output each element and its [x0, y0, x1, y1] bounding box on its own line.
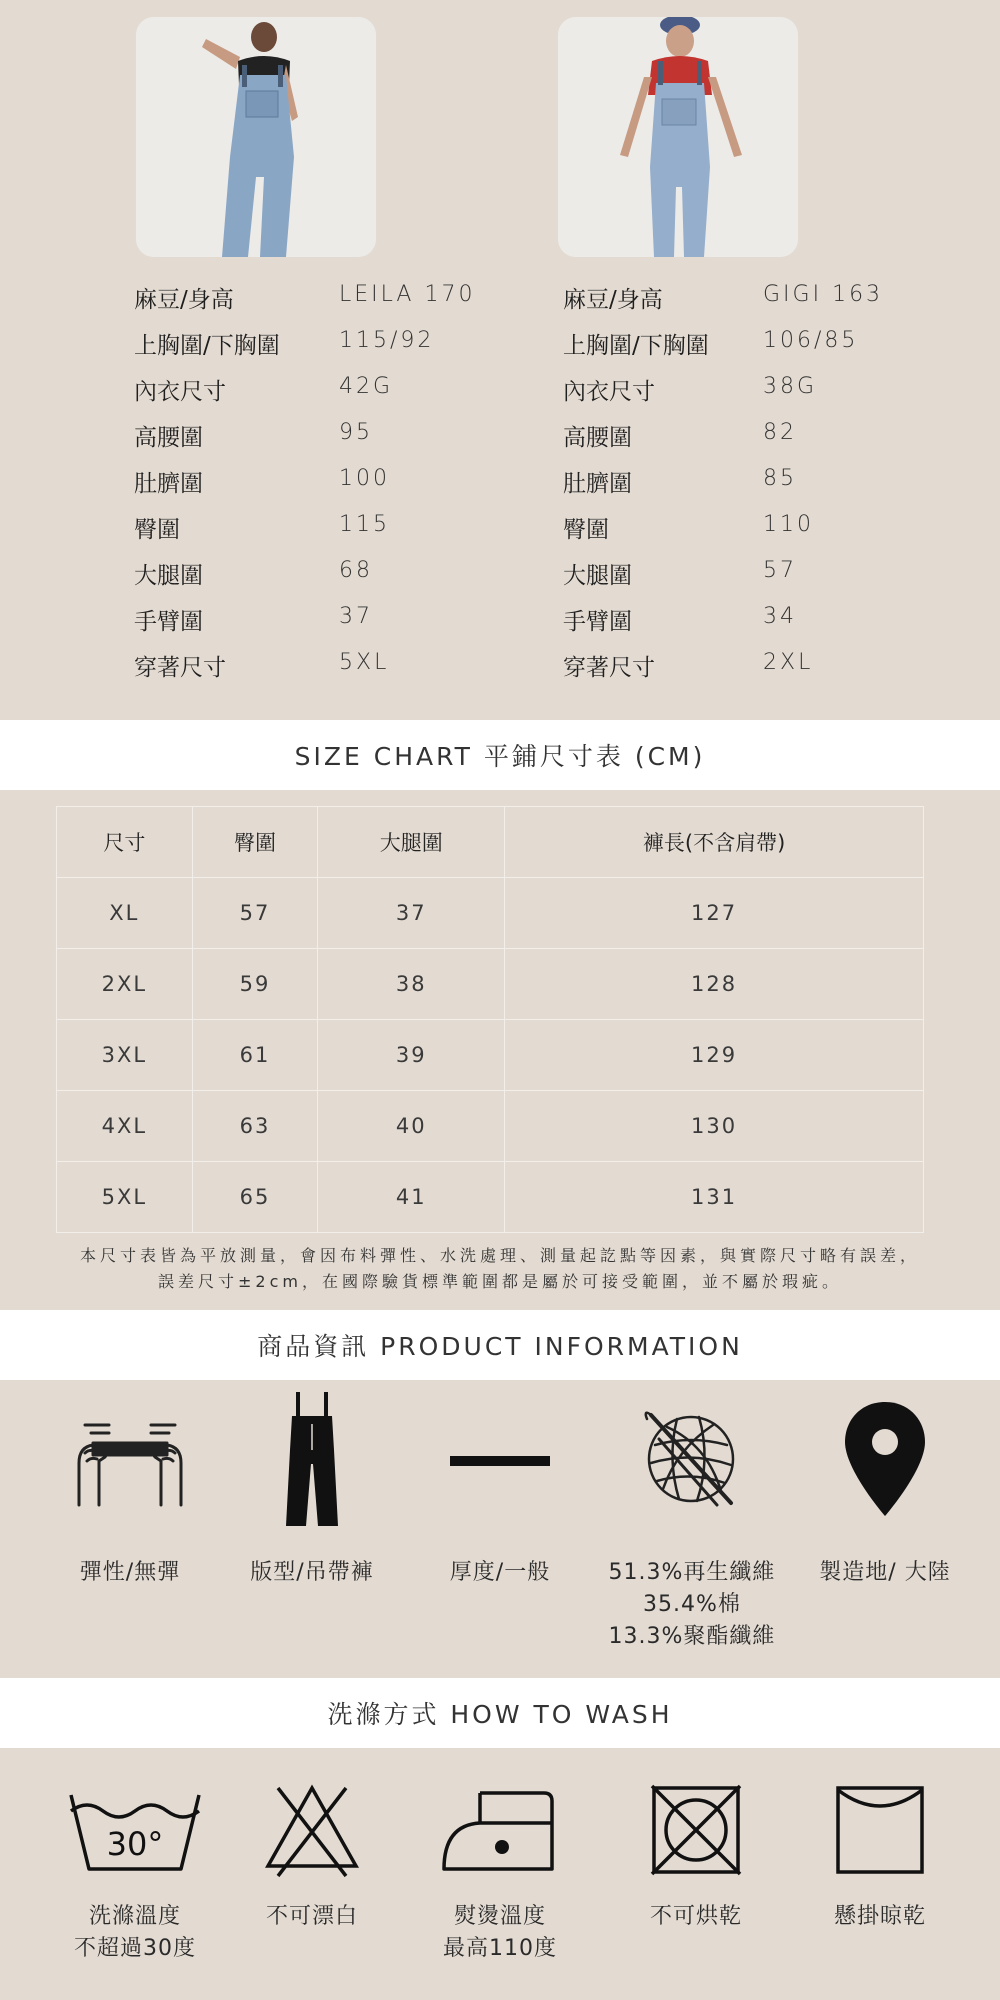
table-cell: 38 — [318, 949, 505, 1020]
column-header: 尺寸 — [57, 807, 193, 878]
table-cell: 63 — [192, 1091, 318, 1162]
table-cell: 2XL — [57, 949, 193, 1020]
table-row — [57, 1020, 924, 1091]
column-header: 臀圍 — [192, 807, 318, 878]
stat-label: 上胸圍/下胸圍 — [134, 333, 280, 359]
table-cell: 41 — [318, 1162, 505, 1233]
stat-value: 82 — [763, 420, 797, 445]
table-cell: 65 — [192, 1162, 318, 1233]
stat-label: 大腿圍 — [563, 563, 632, 589]
table-cell: 129 — [505, 1020, 924, 1091]
stat-value: 100 — [339, 466, 390, 491]
stat-value: 34 — [763, 604, 797, 629]
stat-value: 110 — [763, 512, 814, 537]
size-chart-note — [30, 1243, 970, 1295]
table-cell: 127 — [505, 878, 924, 949]
stat-value: 85 — [763, 466, 797, 491]
overalls-icon — [217, 1395, 407, 1525]
no-tumble-dry-icon — [606, 1775, 786, 1885]
table-cell: 59 — [192, 949, 318, 1020]
stat-value: 42G — [339, 374, 394, 399]
stat-value: GIGI 163 — [763, 282, 884, 307]
stat-label: 內衣尺寸 — [134, 379, 226, 405]
wash-bleach — [222, 1775, 402, 1933]
product-info-thickness — [405, 1395, 595, 1589]
stat-label: 臀圍 — [134, 517, 180, 543]
size-note-line: 誤差尺寸±2cm，在國際驗貨標準範圍都是屬於可接受範圍，並不屬於瑕疵。 — [158, 1272, 842, 1291]
table-cell: 130 — [505, 1091, 924, 1162]
material-line: 51.3%再生纖維 — [608, 1560, 776, 1585]
iron-icon — [410, 1775, 590, 1885]
stat-value: 57 — [763, 558, 797, 583]
stat-value: 5XL — [339, 650, 390, 675]
product-info-material — [597, 1395, 787, 1653]
stat-label: 手臂圍 — [563, 609, 632, 635]
stretch-icon — [35, 1395, 225, 1525]
table-cell: 128 — [505, 949, 924, 1020]
table-cell: 4XL — [57, 1091, 193, 1162]
product-info-title: 商品資訊 PRODUCT INFORMATION — [0, 1310, 1000, 1380]
product-info-label: 彈性/無彈 — [79, 1560, 181, 1585]
product-info-material-text — [597, 1557, 787, 1653]
product-info-label: 版型/吊帶褲 — [250, 1560, 374, 1585]
product-info-label: 厚度/一般 — [449, 1560, 551, 1585]
table-cell: 5XL — [57, 1162, 193, 1233]
table-cell: XL — [57, 878, 193, 949]
wash-iron — [410, 1775, 590, 1965]
stat-label: 高腰圍 — [134, 425, 203, 451]
stat-label: 肚臍圍 — [134, 471, 203, 497]
wash-line: 最高110度 — [443, 1936, 557, 1961]
column-header: 大腿圍 — [318, 807, 505, 878]
stat-label: 內衣尺寸 — [563, 379, 655, 405]
stat-label: 麻豆/身高 — [134, 287, 234, 313]
stat-value: 38G — [763, 374, 818, 399]
table-row — [57, 1091, 924, 1162]
table-cell: 3XL — [57, 1020, 193, 1091]
wash-label — [45, 1901, 225, 1965]
stat-label: 上胸圍/下胸圍 — [563, 333, 709, 359]
wash-label — [410, 1901, 590, 1965]
table-cell: 61 — [192, 1020, 318, 1091]
stat-label: 穿著尺寸 — [563, 655, 655, 681]
location-pin-icon — [790, 1395, 980, 1525]
table-cell: 40 — [318, 1091, 505, 1162]
thickness-icon — [405, 1395, 595, 1525]
wash-line: 洗滌溫度 — [88, 1904, 181, 1929]
stat-value: 68 — [339, 558, 373, 583]
product-info-label: 製造地/ 大陸 — [819, 1560, 951, 1585]
wash-label: 不可漂白 — [265, 1904, 358, 1929]
column-header: 褲長(不含肩帶) — [505, 807, 924, 878]
stat-value: 37 — [339, 604, 373, 629]
stat-label: 手臂圍 — [134, 609, 203, 635]
table-row — [57, 1162, 924, 1233]
wash-tumble-dry — [606, 1775, 786, 1933]
table-row — [57, 949, 924, 1020]
table-cell: 57 — [192, 878, 318, 949]
wash-title: 洗滌方式 HOW TO WASH — [0, 1678, 1000, 1748]
stat-label: 臀圍 — [563, 517, 609, 543]
model-photo-leila — [136, 17, 376, 257]
table-row — [57, 878, 924, 949]
stat-label: 大腿圍 — [134, 563, 203, 589]
stat-label: 肚臍圍 — [563, 471, 632, 497]
size-table — [56, 806, 924, 1233]
stat-value: 115 — [339, 512, 390, 537]
stat-value: 2XL — [763, 650, 814, 675]
stat-label: 高腰圍 — [563, 425, 632, 451]
wash-temp-symbol: 30° — [106, 1825, 164, 1863]
stat-value: 95 — [339, 420, 373, 445]
product-info-fit — [217, 1395, 407, 1589]
wash-label: 懸掛晾乾 — [833, 1904, 926, 1929]
size-note-line: 本尺寸表皆為平放測量，會因布料彈性、水洗處理、測量起訖點等因素，與實際尺寸略有誤差， — [79, 1246, 920, 1265]
wash-temperature — [45, 1775, 225, 1965]
wash-line: 不超過30度 — [74, 1936, 196, 1961]
wash-30-icon — [45, 1775, 225, 1885]
product-info-origin — [790, 1395, 980, 1589]
product-info-stretch — [35, 1395, 225, 1589]
table-cell: 39 — [318, 1020, 505, 1091]
material-line: 13.3%聚酯纖維 — [608, 1624, 776, 1649]
wash-label: 不可烘乾 — [649, 1904, 742, 1929]
material-line: 35.4%棉 — [643, 1592, 741, 1617]
table-cell: 37 — [318, 878, 505, 949]
stat-value: 115/92 — [339, 328, 435, 353]
yarn-icon — [597, 1395, 787, 1525]
line-dry-icon — [790, 1775, 970, 1885]
table-cell: 131 — [505, 1162, 924, 1233]
wash-line-dry — [790, 1775, 970, 1933]
stat-label: 穿著尺寸 — [134, 655, 226, 681]
table-header-row — [57, 807, 924, 878]
size-chart-title: SIZE CHART 平鋪尺寸表 (CM) — [0, 720, 1000, 790]
no-bleach-icon — [222, 1775, 402, 1885]
stat-value: 106/85 — [763, 328, 859, 353]
stat-label: 麻豆/身高 — [563, 287, 663, 313]
wash-line: 熨燙溫度 — [453, 1904, 546, 1929]
model-photo-gigi — [558, 17, 798, 257]
stat-value: LEILA 170 — [339, 282, 476, 307]
